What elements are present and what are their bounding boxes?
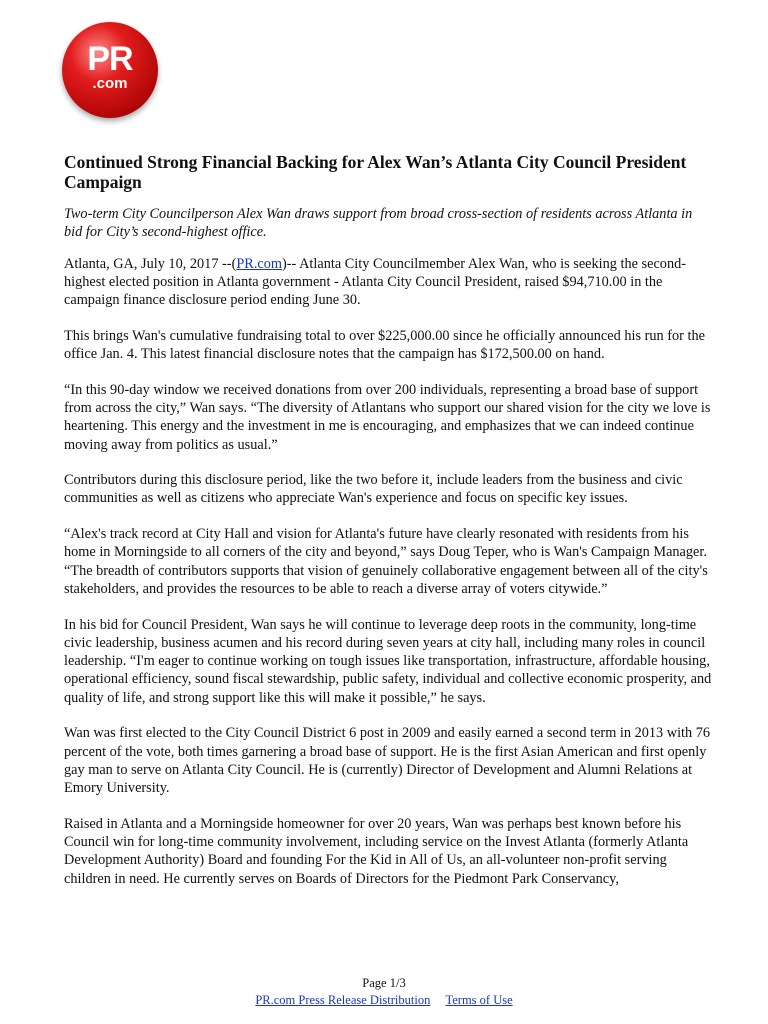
paragraph-community-involvement: Raised in Atlanta and a Morningside homeowner for over 20 years, Wan was perhaps best known before his Council win for long-time community involvement, including service on the Invest Atlanta (formerly Atlanta Development Authority) Board and founding For the Kid in All of Us, an all-volunteer non-profit serving children in need. He currently serves on Boards of Directors for the Piedmont Park Conservancy, — [64, 815, 689, 887]
paragraph-wan-quote: “In this 90-day window we received donations from over 200 individuals, representing a broad base of support from across the city,” Wan says. “The diversity of Atlantans who support our shared vision for the city we love is heartening. This energy and the investment in me is encouraging, and emphasizes that we can indeed continue moving away from politics as usual.” — [64, 381, 711, 453]
paragraph-fundraising-total: This brings Wan's cumulative fundraising total to over $225,000.00 since he officially announced his run for the office Jan. 4. This latest financial disclosure notes that the campaign has $172,500.00 on hand. — [64, 327, 705, 363]
page-number: Page 1/3 — [362, 976, 406, 990]
distribution-link[interactable]: PR.com Press Release Distribution — [255, 993, 431, 1007]
logo-sub-text: .com — [92, 75, 128, 92]
paragraph-council-bid: In his bid for Council President, Wan says he will continue to leverage deep roots in the community, long-time civic leadership, business acumen and his record during seven years at city hall, including many roles in council leadership. “I'm eager to continue working on tough issues like transportation, infrastructure, affordable housing, operational efficiency, sound fiscal stewardship, public safety, individual and collective economic prosperity, and quality of life, and strong support like this will make it possible,” he says. — [64, 616, 712, 706]
paragraph-contributors: Contributors during this disclosure period, like the two before it, include leaders from the business and civic communities as well as citizens who appreciate Wan's experience and focus on specific key issues. — [64, 472, 683, 507]
prcom-inline-link[interactable]: PR.com — [236, 255, 283, 272]
dateline-prefix: Atlanta, GA, July 10, 2017 --( — [64, 255, 237, 272]
terms-of-use-link[interactable]: Terms of Use — [445, 993, 513, 1007]
dateline-paragraph — [64, 255, 712, 310]
dateline-text: )-- Atlanta City Councilmember Alex Wan, who is seeking the second-highest elected position in Atlanta government - Atlanta City Council President, raised $94,710.00 in the campaign finance disclosure period ending June 30. — [64, 255, 687, 309]
press-release-body — [64, 152, 712, 905]
page-footer — [0, 975, 768, 1009]
footer-links — [0, 992, 768, 1009]
pr-com-logo — [62, 22, 158, 118]
headline: Continued Strong Financial Backing for Alex Wan’s Atlanta City Council President Campaign — [64, 152, 687, 192]
subheadline: Two-term City Councilperson Alex Wan draws support from broad cross-section of residents across Atlanta in bid for City’s second-highest office. — [64, 206, 693, 241]
paragraph-election-history: Wan was first elected to the City Council District 6 post in 2009 and easily earned a second term in 2013 with 76 percent of the vote, both times garnering a broad base of support. He is the first Asian American and first openly gay man to serve on Atlanta City Council. He is (currently) Director of Development and Alumni Relations at Emory University. — [64, 725, 711, 797]
logo-main-text: PR — [87, 40, 133, 78]
paragraph-teper-quote: “Alex's track record at City Hall and vision for Atlanta's future have clearly resonated with residents from his home in Morningside to all corners of the city and beyond,” says Doug Teper, who is Wan's Campaign Manager. “The breadth of contributors supports that vision of genuinely collaborative engagement between all of the city's stakeholders, and provides the resources to be able to reach a diverse array of voters citywide.” — [64, 526, 708, 597]
